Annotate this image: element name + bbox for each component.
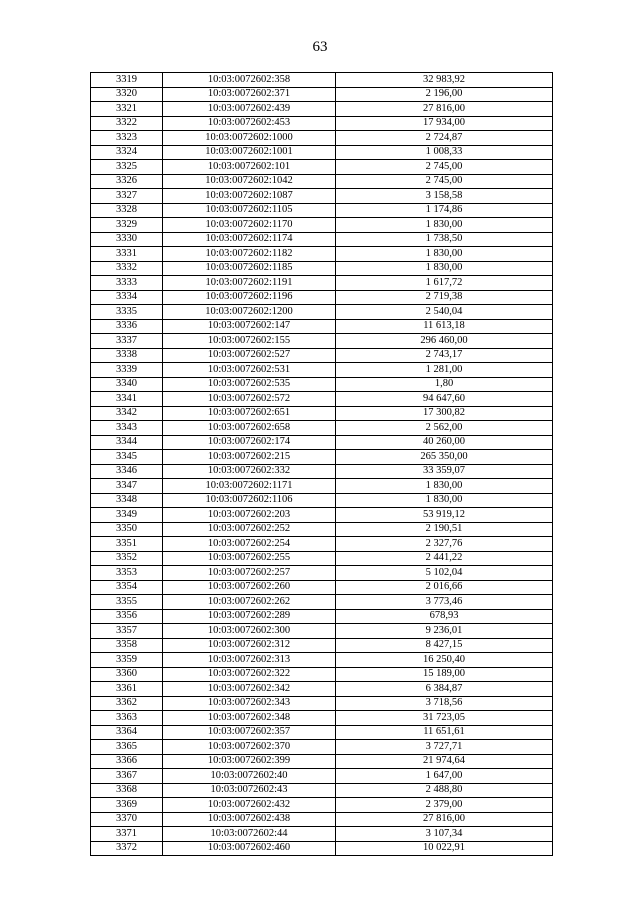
- row-number-cell: 3360: [91, 667, 163, 682]
- table-body: [91, 73, 553, 856]
- table-row: [91, 334, 553, 349]
- row-number-cell: 3332: [91, 261, 163, 276]
- row-number-cell: 3322: [91, 116, 163, 131]
- row-number-cell: 3333: [91, 276, 163, 291]
- value-cell: 1,80: [336, 377, 553, 392]
- table-row: [91, 116, 553, 131]
- row-number-cell: 3343: [91, 421, 163, 436]
- cadastral-number-cell: 10:03:0072602:262: [163, 595, 336, 610]
- table-row: [91, 261, 553, 276]
- row-number-cell: 3339: [91, 363, 163, 378]
- table-row: [91, 537, 553, 552]
- value-cell: 40 260,00: [336, 435, 553, 450]
- table-row: [91, 377, 553, 392]
- row-number-cell: 3323: [91, 131, 163, 146]
- value-cell: 17 934,00: [336, 116, 553, 131]
- row-number-cell: 3320: [91, 87, 163, 102]
- table-row: [91, 812, 553, 827]
- table-row: [91, 276, 553, 291]
- value-cell: 31 723,05: [336, 711, 553, 726]
- table-row: [91, 305, 553, 320]
- cadastral-number-cell: 10:03:0072602:572: [163, 392, 336, 407]
- table-row: [91, 653, 553, 668]
- row-number-cell: 3353: [91, 566, 163, 581]
- value-cell: 17 300,82: [336, 406, 553, 421]
- cadastral-number-cell: 10:03:0072602:255: [163, 551, 336, 566]
- table-row: [91, 667, 553, 682]
- cadastral-number-cell: 10:03:0072602:44: [163, 827, 336, 842]
- row-number-cell: 3351: [91, 537, 163, 552]
- value-cell: 1 830,00: [336, 247, 553, 262]
- cadastral-number-cell: 10:03:0072602:651: [163, 406, 336, 421]
- cadastral-number-cell: 10:03:0072602:252: [163, 522, 336, 537]
- cadastral-number-cell: 10:03:0072602:1042: [163, 174, 336, 189]
- row-number-cell: 3364: [91, 725, 163, 740]
- table-row: [91, 551, 553, 566]
- table-row: [91, 131, 553, 146]
- cadastral-number-cell: 10:03:0072602:658: [163, 421, 336, 436]
- cadastral-number-cell: 10:03:0072602:254: [163, 537, 336, 552]
- table-row: [91, 363, 553, 378]
- cadastral-number-cell: 10:03:0072602:1001: [163, 145, 336, 160]
- value-cell: 3 718,56: [336, 696, 553, 711]
- row-number-cell: 3336: [91, 319, 163, 334]
- cadastral-number-cell: 10:03:0072602:322: [163, 667, 336, 682]
- row-number-cell: 3324: [91, 145, 163, 160]
- row-number-cell: 3354: [91, 580, 163, 595]
- value-cell: 1 008,33: [336, 145, 553, 160]
- cadastral-number-cell: 10:03:0072602:313: [163, 653, 336, 668]
- value-cell: 2 016,66: [336, 580, 553, 595]
- value-cell: 1 738,50: [336, 232, 553, 247]
- cadastral-number-cell: 10:03:0072602:300: [163, 624, 336, 639]
- value-cell: 1 174,86: [336, 203, 553, 218]
- value-cell: 9 236,01: [336, 624, 553, 639]
- value-cell: 3 107,34: [336, 827, 553, 842]
- table-row: [91, 145, 553, 160]
- value-cell: 2 745,00: [336, 160, 553, 175]
- table-row: [91, 609, 553, 624]
- row-number-cell: 3327: [91, 189, 163, 204]
- row-number-cell: 3361: [91, 682, 163, 697]
- row-number-cell: 3345: [91, 450, 163, 465]
- row-number-cell: 3341: [91, 392, 163, 407]
- row-number-cell: 3369: [91, 798, 163, 813]
- value-cell: 5 102,04: [336, 566, 553, 581]
- cadastral-number-cell: 10:03:0072602:343: [163, 696, 336, 711]
- table-row: [91, 290, 553, 305]
- value-cell: 8 427,15: [336, 638, 553, 653]
- cadastral-number-cell: 10:03:0072602:260: [163, 580, 336, 595]
- row-number-cell: 3368: [91, 783, 163, 798]
- cadastral-number-cell: 10:03:0072602:371: [163, 87, 336, 102]
- cadastral-number-cell: 10:03:0072602:1185: [163, 261, 336, 276]
- row-number-cell: 3330: [91, 232, 163, 247]
- table-row: [91, 232, 553, 247]
- cadastral-number-cell: 10:03:0072602:1171: [163, 479, 336, 494]
- cadastral-number-cell: 10:03:0072602:460: [163, 841, 336, 856]
- cadastral-number-cell: 10:03:0072602:101: [163, 160, 336, 175]
- value-cell: 296 460,00: [336, 334, 553, 349]
- table-row: [91, 595, 553, 610]
- table-row: [91, 247, 553, 262]
- value-cell: 3 773,46: [336, 595, 553, 610]
- cadastral-number-cell: 10:03:0072602:453: [163, 116, 336, 131]
- row-number-cell: 3356: [91, 609, 163, 624]
- row-number-cell: 3326: [91, 174, 163, 189]
- cadastral-number-cell: 10:03:0072602:174: [163, 435, 336, 450]
- row-number-cell: 3348: [91, 493, 163, 508]
- value-cell: 2 562,00: [336, 421, 553, 436]
- value-cell: 11 651,61: [336, 725, 553, 740]
- row-number-cell: 3321: [91, 102, 163, 117]
- row-number-cell: 3346: [91, 464, 163, 479]
- cadastral-number-cell: 10:03:0072602:342: [163, 682, 336, 697]
- row-number-cell: 3340: [91, 377, 163, 392]
- value-cell: 21 974,64: [336, 754, 553, 769]
- cadastral-number-cell: 10:03:0072602:1000: [163, 131, 336, 146]
- value-cell: 15 189,00: [336, 667, 553, 682]
- cadastral-number-cell: 10:03:0072602:1191: [163, 276, 336, 291]
- value-cell: 1 647,00: [336, 769, 553, 784]
- row-number-cell: 3370: [91, 812, 163, 827]
- value-cell: 1 830,00: [336, 479, 553, 494]
- row-number-cell: 3363: [91, 711, 163, 726]
- row-number-cell: 3319: [91, 73, 163, 88]
- value-cell: 2 196,00: [336, 87, 553, 102]
- row-number-cell: 3342: [91, 406, 163, 421]
- row-number-cell: 3325: [91, 160, 163, 175]
- row-number-cell: 3365: [91, 740, 163, 755]
- value-cell: 265 350,00: [336, 450, 553, 465]
- table-row: [91, 624, 553, 639]
- cadastral-number-cell: 10:03:0072602:358: [163, 73, 336, 88]
- row-number-cell: 3331: [91, 247, 163, 262]
- cadastral-number-cell: 10:03:0072602:1200: [163, 305, 336, 320]
- row-number-cell: 3371: [91, 827, 163, 842]
- row-number-cell: 3328: [91, 203, 163, 218]
- cadastral-number-cell: 10:03:0072602:370: [163, 740, 336, 755]
- table-row: [91, 798, 553, 813]
- cadastral-number-cell: 10:03:0072602:1170: [163, 218, 336, 233]
- table-row: [91, 464, 553, 479]
- value-cell: 1 830,00: [336, 218, 553, 233]
- table-row: [91, 218, 553, 233]
- cadastral-number-cell: 10:03:0072602:332: [163, 464, 336, 479]
- row-number-cell: 3355: [91, 595, 163, 610]
- row-number-cell: 3359: [91, 653, 163, 668]
- table-row: [91, 493, 553, 508]
- row-number-cell: 3335: [91, 305, 163, 320]
- row-number-cell: 3372: [91, 841, 163, 856]
- table-row: [91, 87, 553, 102]
- table-row: [91, 319, 553, 334]
- value-cell: 10 022,91: [336, 841, 553, 856]
- cadastral-number-cell: 10:03:0072602:215: [163, 450, 336, 465]
- row-number-cell: 3362: [91, 696, 163, 711]
- value-cell: 33 359,07: [336, 464, 553, 479]
- table-row: [91, 392, 553, 407]
- table-row: [91, 435, 553, 450]
- table-row: [91, 522, 553, 537]
- cadastral-number-cell: 10:03:0072602:1182: [163, 247, 336, 262]
- cadastral-number-cell: 10:03:0072602:312: [163, 638, 336, 653]
- value-cell: 27 816,00: [336, 812, 553, 827]
- value-cell: 2 379,00: [336, 798, 553, 813]
- cadastral-number-cell: 10:03:0072602:439: [163, 102, 336, 117]
- page-number: 63: [312, 39, 328, 55]
- value-cell: 53 919,12: [336, 508, 553, 523]
- cadastral-number-cell: 10:03:0072602:257: [163, 566, 336, 581]
- table-row: [91, 696, 553, 711]
- table-row: [91, 638, 553, 653]
- table-row: [91, 740, 553, 755]
- cadastral-number-cell: 10:03:0072602:438: [163, 812, 336, 827]
- table-row: [91, 783, 553, 798]
- value-cell: 3 158,58: [336, 189, 553, 204]
- value-cell: 2 745,00: [336, 174, 553, 189]
- value-cell: 6 384,87: [336, 682, 553, 697]
- row-number-cell: 3344: [91, 435, 163, 450]
- cadastral-number-cell: 10:03:0072602:40: [163, 769, 336, 784]
- table-row: [91, 725, 553, 740]
- table-row: [91, 73, 553, 88]
- table-row: [91, 203, 553, 218]
- cadastral-number-cell: 10:03:0072602:357: [163, 725, 336, 740]
- table-row: [91, 769, 553, 784]
- value-cell: 1 617,72: [336, 276, 553, 291]
- row-number-cell: 3358: [91, 638, 163, 653]
- cadastral-number-cell: 10:03:0072602:348: [163, 711, 336, 726]
- table-row: [91, 406, 553, 421]
- value-cell: 94 647,60: [336, 392, 553, 407]
- table-row: [91, 580, 553, 595]
- row-number-cell: 3357: [91, 624, 163, 639]
- value-cell: 3 727,71: [336, 740, 553, 755]
- table-row: [91, 348, 553, 363]
- row-number-cell: 3337: [91, 334, 163, 349]
- table-row: [91, 827, 553, 842]
- table-row: [91, 841, 553, 856]
- cadastral-number-cell: 10:03:0072602:1174: [163, 232, 336, 247]
- value-cell: 2 327,76: [336, 537, 553, 552]
- value-cell: 27 816,00: [336, 102, 553, 117]
- table-row: [91, 566, 553, 581]
- cadastral-number-cell: 10:03:0072602:43: [163, 783, 336, 798]
- value-cell: 1 281,00: [336, 363, 553, 378]
- cadastral-number-cell: 10:03:0072602:203: [163, 508, 336, 523]
- cadastral-number-cell: 10:03:0072602:1105: [163, 203, 336, 218]
- value-cell: 2 441,22: [336, 551, 553, 566]
- cadastral-number-cell: 10:03:0072602:535: [163, 377, 336, 392]
- value-cell: 2 743,17: [336, 348, 553, 363]
- registry-table: [90, 72, 553, 856]
- cadastral-number-cell: 10:03:0072602:1087: [163, 189, 336, 204]
- row-number-cell: 3367: [91, 769, 163, 784]
- cadastral-number-cell: 10:03:0072602:1196: [163, 290, 336, 305]
- value-cell: 678,93: [336, 609, 553, 624]
- table-row: [91, 754, 553, 769]
- value-cell: 16 250,40: [336, 653, 553, 668]
- row-number-cell: 3366: [91, 754, 163, 769]
- row-number-cell: 3338: [91, 348, 163, 363]
- table-row: [91, 102, 553, 117]
- value-cell: 2 190,51: [336, 522, 553, 537]
- table-row: [91, 508, 553, 523]
- value-cell: 2 724,87: [336, 131, 553, 146]
- row-number-cell: 3334: [91, 290, 163, 305]
- value-cell: 32 983,92: [336, 73, 553, 88]
- cadastral-number-cell: 10:03:0072602:289: [163, 609, 336, 624]
- cadastral-number-cell: 10:03:0072602:527: [163, 348, 336, 363]
- cadastral-number-cell: 10:03:0072602:531: [163, 363, 336, 378]
- cadastral-number-cell: 10:03:0072602:1106: [163, 493, 336, 508]
- table-row: [91, 682, 553, 697]
- value-cell: 2 540,04: [336, 305, 553, 320]
- table-row: [91, 160, 553, 175]
- table-row: [91, 421, 553, 436]
- cadastral-number-cell: 10:03:0072602:147: [163, 319, 336, 334]
- value-cell: 2 488,80: [336, 783, 553, 798]
- table-row: [91, 711, 553, 726]
- row-number-cell: 3349: [91, 508, 163, 523]
- cadastral-number-cell: 10:03:0072602:155: [163, 334, 336, 349]
- row-number-cell: 3329: [91, 218, 163, 233]
- value-cell: 11 613,18: [336, 319, 553, 334]
- value-cell: 1 830,00: [336, 261, 553, 276]
- value-cell: 2 719,38: [336, 290, 553, 305]
- row-number-cell: 3350: [91, 522, 163, 537]
- cadastral-number-cell: 10:03:0072602:432: [163, 798, 336, 813]
- row-number-cell: 3352: [91, 551, 163, 566]
- table-row: [91, 450, 553, 465]
- cadastral-number-cell: 10:03:0072602:399: [163, 754, 336, 769]
- row-number-cell: 3347: [91, 479, 163, 494]
- value-cell: 1 830,00: [336, 493, 553, 508]
- table-row: [91, 189, 553, 204]
- table-row: [91, 479, 553, 494]
- table-row: [91, 174, 553, 189]
